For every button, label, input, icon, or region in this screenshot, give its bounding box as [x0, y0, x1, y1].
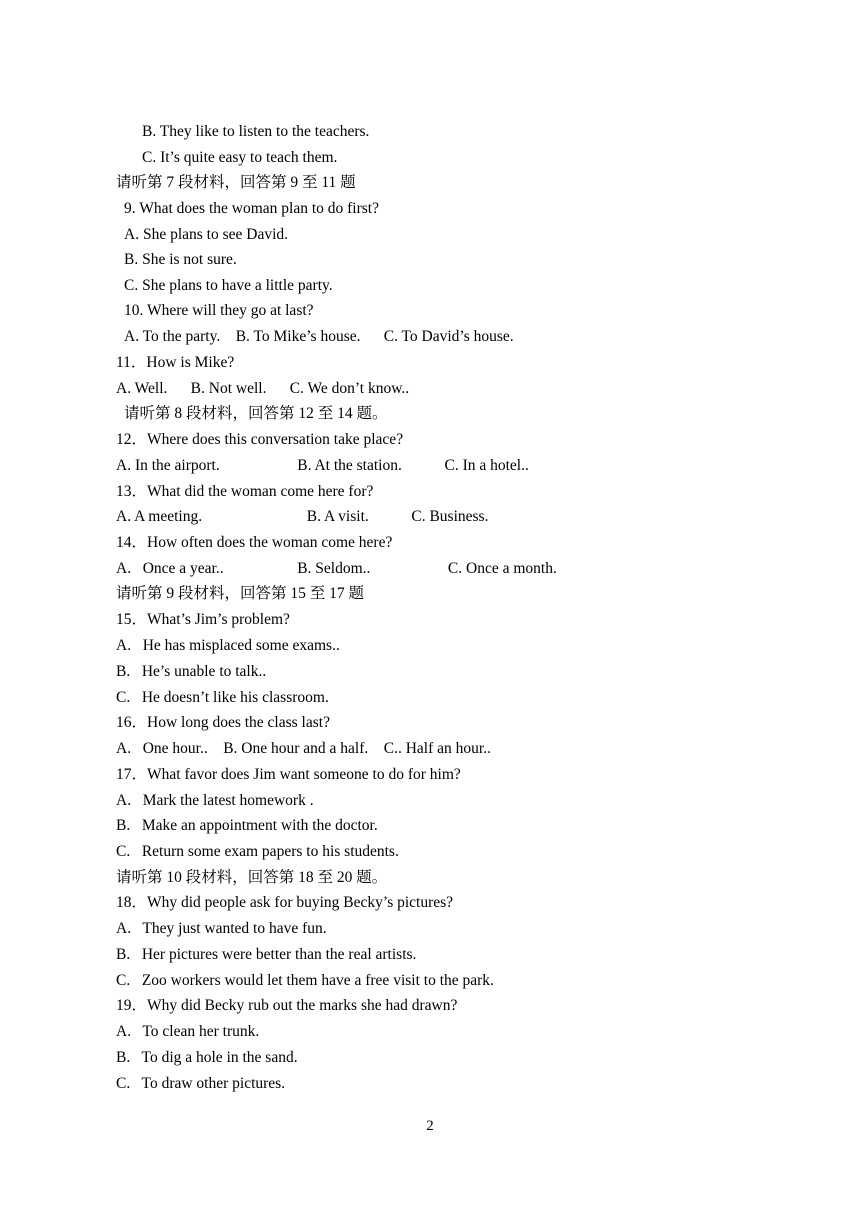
question-line: 14．How often does the woman come here? [116, 534, 393, 551]
text-line: B. He’s unable to talk.. [116, 663, 267, 680]
question-line: 12．Where does this conversation take place? [116, 431, 404, 448]
text-line: A. He has misplaced some exams.. [116, 637, 340, 654]
text-line: A. A meeting. B. A visit. C. Business. [116, 508, 489, 525]
text-line: B. They like to listen to the teachers. [142, 123, 370, 140]
question-line: 15．What’s Jim’s problem? [116, 611, 290, 628]
text-line: C. To draw other pictures. [116, 1075, 286, 1092]
text-line: B. Her pictures were better than the real artists. [116, 946, 417, 963]
text-line: C. Zoo workers would let them have a free visit to the park. [116, 972, 494, 989]
question-line: 17．What favor does Jim want someone to do for him? [116, 766, 461, 783]
text-line: A. One hour.. B. One hour and a half. C.. Half an hour.. [116, 740, 491, 757]
section-instruction: 请听第 10 段材料，回答第 18 至 20 题。 [116, 869, 388, 886]
text-line: C. She plans to have a little party. [124, 277, 333, 294]
text-line: C. He doesn’t like his classroom. [116, 689, 329, 706]
text-line: A. Once a year.. B. Seldom.. C. Once a month. [116, 560, 557, 577]
question-line: 13．What did the woman come here for? [116, 483, 374, 500]
question-line: 9. What does the woman plan to do first? [124, 200, 379, 217]
text-line: B. To dig a hole in the sand. [116, 1049, 298, 1066]
text-line: B. Make an appointment with the doctor. [116, 817, 378, 834]
text-line: A. Well. B. Not well. C. We don’t know.. [116, 380, 410, 397]
text-line: A. To the party. B. To Mike’s house. C. To David’s house. [124, 328, 514, 345]
text-line: A. To clean her trunk. [116, 1023, 260, 1040]
text-line: A. They just wanted to have fun. [116, 920, 327, 937]
section-instruction: 请听第 9 段材料，回答第 15 至 17 题 [116, 585, 365, 602]
question-line: 16．How long does the class last? [116, 714, 330, 731]
question-line: 11．How is Mike? [116, 354, 235, 371]
text-line: C. Return some exam papers to his students. [116, 843, 399, 860]
section-instruction: 请听第 7 段材料，回答第 9 至 11 题 [116, 174, 356, 191]
text-line: A. Mark the latest homework . [116, 792, 314, 809]
text-line: A. She plans to see David. [124, 226, 289, 243]
section-instruction: 请听第 8 段材料，回答第 12 至 14 题。 [124, 405, 388, 422]
question-line: 18．Why did people ask for buying Becky’s pictures? [116, 894, 454, 911]
text-line: A. In the airport. B. At the station. C. In a hotel.. [116, 457, 529, 474]
question-line: 19．Why did Becky rub out the marks she had drawn? [116, 997, 458, 1014]
text-line: B. She is not sure. [124, 251, 237, 268]
page-number: 2 [426, 1118, 434, 1134]
question-line: 10. Where will they go at last? [124, 302, 314, 319]
text-line: C. It’s quite easy to teach them. [142, 149, 338, 166]
